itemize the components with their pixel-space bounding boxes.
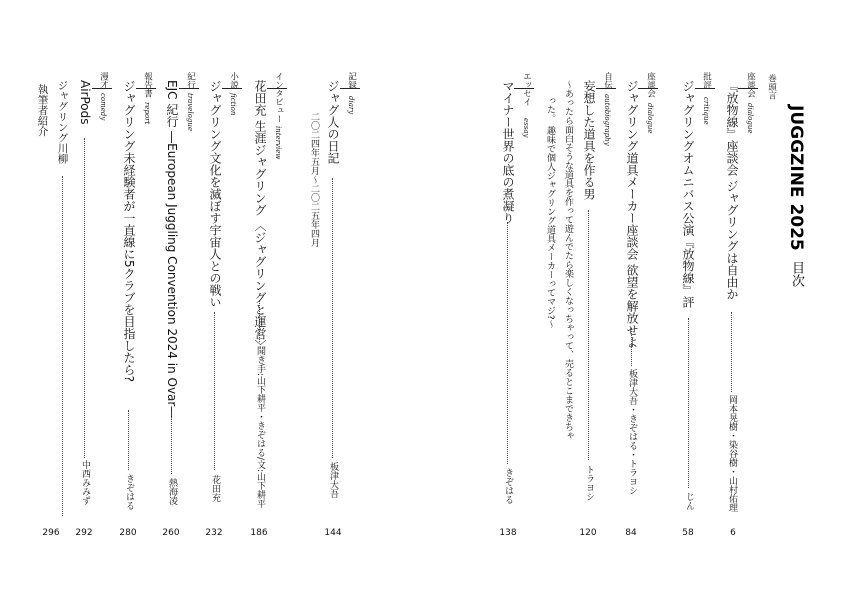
article-title[interactable]: ジャグリングオムニバス公演『放物線』評	[681, 80, 695, 308]
category-label-en: fiction	[229, 93, 237, 116]
category-label-en: dialogue	[746, 103, 754, 134]
page-number[interactable]: 120	[579, 528, 597, 538]
dot-leader	[507, 222, 508, 464]
category-label: 報告書	[142, 72, 153, 98]
page-number[interactable]: 84	[625, 528, 637, 538]
category-rule	[222, 88, 242, 89]
article-title[interactable]: ジャグリング川柳	[56, 80, 69, 164]
category-rule	[596, 88, 616, 89]
category-label-en: report	[143, 102, 151, 125]
article-title[interactable]: ジャグリング道具メーカー座談会 欲望を解放せよ	[625, 80, 639, 348]
category-rule	[92, 88, 112, 89]
category-label: 小説	[228, 72, 239, 89]
category-label: 巻頭言	[766, 74, 777, 100]
article-title[interactable]: ジャグリング文化を滅ぼす宇宙人との戦い	[208, 80, 222, 308]
page-number[interactable]: 292	[75, 528, 93, 538]
toc-heading: 目次	[789, 260, 804, 287]
article-author: 板津大吾	[328, 462, 338, 498]
magazine-masthead	[786, 105, 806, 287]
article-title[interactable]: EJC 紀行 ―European Juggling Convention 2024 in Ovar―	[165, 80, 179, 419]
category-rule	[638, 88, 658, 89]
article-title[interactable]: マイナー世界の底の煮凝り	[501, 80, 515, 224]
dot-leader	[631, 328, 632, 366]
article-author: きぞはる	[124, 474, 134, 510]
article-author: トラヨシ	[584, 465, 594, 501]
category-label: 座談会	[645, 72, 656, 98]
category-label: 紀行	[185, 72, 196, 89]
article-subtitle: 二〇二四年五月〜二〇二五年四月	[309, 112, 319, 247]
article-subtitle: 〜あったら面白そうな道具を作って遊んでたら楽しくなっちゃって、売るとこまできちゃ	[563, 80, 573, 440]
dot-leader	[84, 138, 85, 458]
page-number[interactable]: 232	[205, 528, 223, 538]
category-label-en: diary	[347, 96, 355, 115]
category-label: インタビュー	[273, 72, 284, 123]
category-label-en: comedy	[99, 93, 107, 121]
article-title[interactable]: 花田充 生涯ジャグリング 〈ジャグリングと運営〉	[253, 80, 267, 352]
page-number[interactable]: 144	[324, 528, 342, 538]
category-label: 批評	[701, 72, 712, 89]
dot-leader	[588, 210, 589, 460]
page-number[interactable]: 280	[119, 528, 137, 538]
article-author: 岡本晃樹・染谷樹・山村佑理	[727, 395, 737, 512]
category-label-en: critique	[702, 97, 710, 125]
dot-leader	[214, 312, 215, 470]
category-label-en: dialogue	[646, 103, 654, 134]
page-number[interactable]: 58	[682, 528, 694, 538]
dot-leader	[731, 312, 732, 392]
category-label-en: travelogue	[186, 93, 194, 132]
page-number[interactable]: 186	[250, 528, 268, 538]
article-title[interactable]: ジャグ人の日記	[326, 80, 340, 164]
article-title[interactable]: ジャグリング未経験者が一直線に5クラブを目指したら?	[122, 80, 136, 383]
article-author: 聞き手:山下耕平・きぞはる/文:山下耕平	[255, 346, 265, 509]
dot-leader	[332, 178, 333, 458]
article-title[interactable]: 執筆者紹介	[36, 84, 49, 137]
page-number[interactable]: 138	[499, 528, 517, 538]
dot-leader	[259, 300, 260, 342]
category-label: 自伝	[602, 72, 613, 89]
category-label-en: interview	[274, 126, 282, 160]
article-title[interactable]: AirPods	[78, 80, 92, 125]
category-rule	[340, 88, 360, 89]
article-author: きぞはる	[503, 468, 513, 504]
category-label-en: autobiography	[603, 94, 611, 146]
dot-leader	[171, 412, 172, 474]
category-rule	[179, 88, 199, 89]
category-rule	[695, 88, 715, 89]
magazine-title: JUGGZINE 2025	[786, 105, 806, 251]
category-label: 漫才	[98, 72, 109, 89]
category-label: 記録	[346, 72, 357, 89]
category-rule	[738, 88, 758, 89]
category-label-en: essay	[522, 118, 530, 138]
article-author: 花田充	[210, 475, 220, 502]
article-author: 中西みみず	[80, 460, 90, 505]
article-author: 熱海凌	[167, 478, 177, 505]
article-author: 板津大吾・きぞはる・トラヨシ	[627, 369, 637, 495]
page-number[interactable]: 260	[162, 528, 180, 538]
dot-leader	[688, 318, 689, 488]
category-rule	[267, 88, 287, 89]
category-rule	[514, 88, 534, 89]
dot-leader	[128, 410, 129, 470]
page-number[interactable]: 296	[42, 528, 60, 538]
article-author: じん	[684, 492, 694, 510]
category-rule	[136, 88, 156, 89]
article-subtitle: った。 趣味で個人ジャグリング道具メーカーってマジ?〜	[545, 96, 555, 329]
dot-leader	[62, 176, 63, 516]
category-label: エッセイ	[521, 72, 532, 106]
article-title[interactable]: 『放物線』座談会 ジャグリングは自由か	[725, 80, 739, 300]
page-number[interactable]: 6	[730, 528, 736, 538]
category-label: 座談会	[745, 72, 756, 98]
article-title[interactable]: 妄想した道具を作る男	[582, 80, 596, 200]
